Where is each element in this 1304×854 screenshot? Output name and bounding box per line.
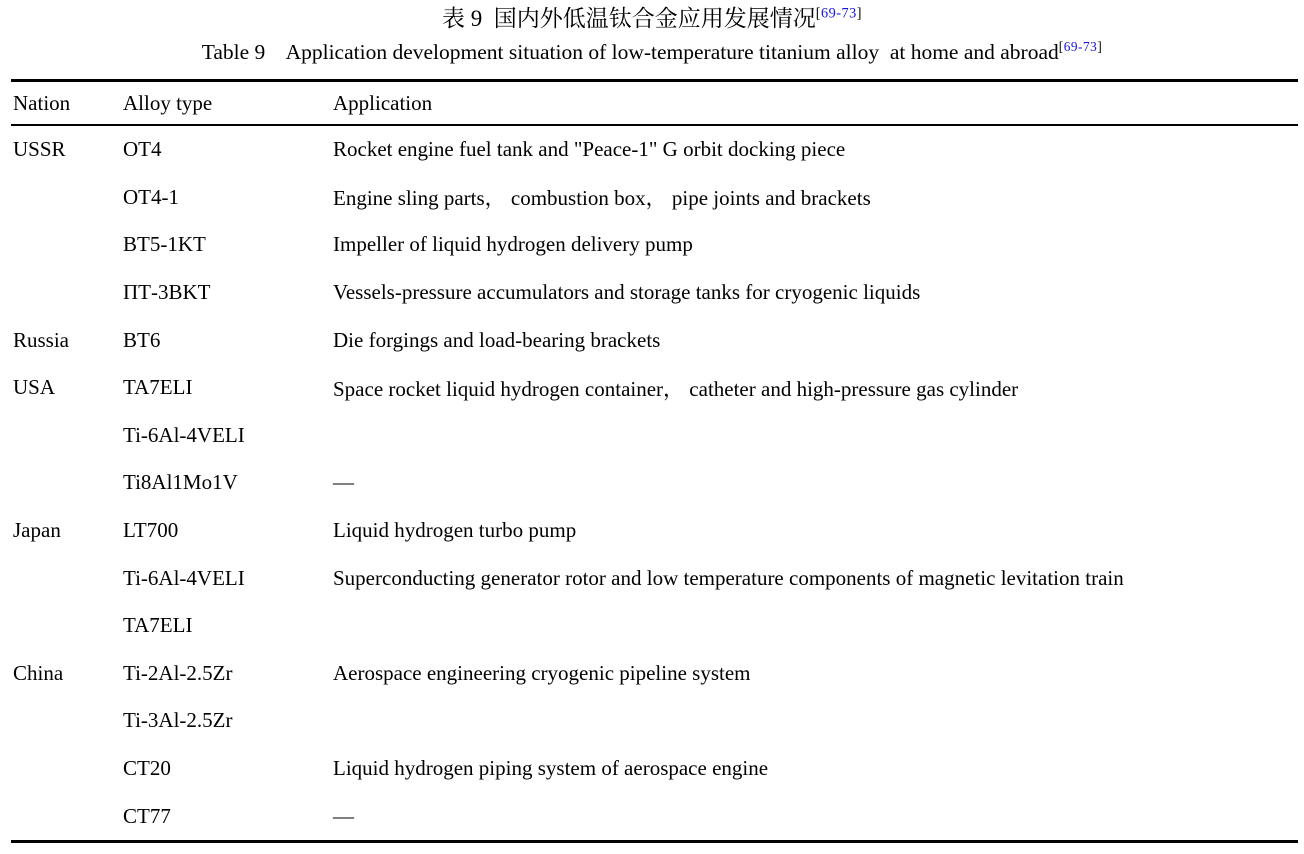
cell-nation: China xyxy=(13,660,64,685)
cell-alloy: Ti-3Al-2.5Zr xyxy=(123,708,233,733)
cell-alloy: BT5-1KT xyxy=(123,232,206,257)
cell-alloy: Ti-6Al-4VELI xyxy=(123,565,245,590)
data-table xyxy=(11,79,1298,843)
table-row xyxy=(11,602,1298,650)
reference-bracket-close: ] xyxy=(1097,38,1103,54)
table-row xyxy=(11,412,1298,460)
table-title-zh-text: 表 9 国内外低温钛合金应用发展情况 xyxy=(442,6,816,31)
reference-superscript-zh xyxy=(816,5,862,21)
cell-application: Liquid hydrogen piping system of aerospace engine xyxy=(333,756,769,781)
table-row xyxy=(11,364,1298,412)
cell-application: Aerospace engineering cryogenic pipeline system xyxy=(333,660,751,685)
cell-application: Die forgings and load-bearing brackets xyxy=(333,327,661,352)
table-row xyxy=(11,316,1298,364)
table-row xyxy=(11,650,1298,698)
table-rule-bottom xyxy=(11,840,1298,843)
reference-superscript-en xyxy=(1059,39,1103,54)
header-application: Application xyxy=(333,90,433,115)
table-title-en xyxy=(0,39,1304,66)
cell-application: Engine sling parts， combustion box， pipe joints and brackets xyxy=(333,186,871,211)
table-row xyxy=(11,554,1298,602)
cell-alloy: ПТ-3BKT xyxy=(123,280,211,305)
cell-nation: Russia xyxy=(13,327,70,352)
cell-application: Vessels-pressure accumulators and storage tanks for cryogenic liquids xyxy=(333,280,921,305)
reference-bracket-open: [ xyxy=(815,5,821,22)
table-caption xyxy=(0,0,1304,66)
cell-application: — xyxy=(333,470,354,495)
cell-alloy: BT6 xyxy=(123,327,161,352)
cell-alloy: Ti-6Al-4VELI xyxy=(123,422,245,447)
cell-alloy: TA7ELI xyxy=(123,375,193,400)
table-title-en-text: Table 9 Application development situation of low-temperature titanium alloy at home and abroad xyxy=(201,39,1059,64)
table-row xyxy=(11,745,1298,793)
table-row xyxy=(11,507,1298,555)
table-row xyxy=(11,126,1298,174)
table-row xyxy=(11,174,1298,222)
table-header-row xyxy=(11,82,1298,124)
cell-alloy: LT700 xyxy=(123,518,179,543)
table-row xyxy=(11,697,1298,745)
cell-alloy: CT20 xyxy=(123,756,171,781)
table-title-zh xyxy=(0,5,1304,34)
table-row xyxy=(11,459,1298,507)
cell-nation: USA xyxy=(13,375,56,400)
reference-numbers: 69-73 xyxy=(821,5,857,22)
cell-application: — xyxy=(333,803,354,828)
table-row xyxy=(11,221,1298,269)
cell-alloy: TA7ELI xyxy=(123,613,193,638)
cell-alloy: OT4 xyxy=(123,137,162,162)
cell-alloy: Ti-2Al-2.5Zr xyxy=(123,660,233,685)
table-row xyxy=(11,269,1298,317)
header-nation: Nation xyxy=(13,90,71,115)
cell-application: Liquid hydrogen turbo pump xyxy=(333,518,577,543)
cell-application: Rocket engine fuel tank and "Peace-1" G orbit docking piece xyxy=(333,137,846,162)
cell-alloy: CT77 xyxy=(123,803,171,828)
cell-alloy: OT4-1 xyxy=(123,184,179,209)
cell-application: Impeller of liquid hydrogen delivery pump xyxy=(333,232,693,257)
reference-bracket-close: ] xyxy=(856,5,862,22)
cell-application: Space rocket liquid hydrogen container， catheter and high-pressure gas cylinder xyxy=(333,376,1019,401)
reference-numbers: 69-73 xyxy=(1063,38,1098,54)
table-row xyxy=(11,792,1298,840)
cell-alloy: Ti8Al1Mo1V xyxy=(123,470,238,495)
reference-bracket-open: [ xyxy=(1058,38,1064,54)
header-alloy-type: Alloy type xyxy=(123,90,213,115)
cell-application: Superconducting generator rotor and low temperature components of magnetic levitation train xyxy=(333,565,1124,590)
cell-nation: USSR xyxy=(13,137,66,162)
cell-nation: Japan xyxy=(13,518,61,543)
